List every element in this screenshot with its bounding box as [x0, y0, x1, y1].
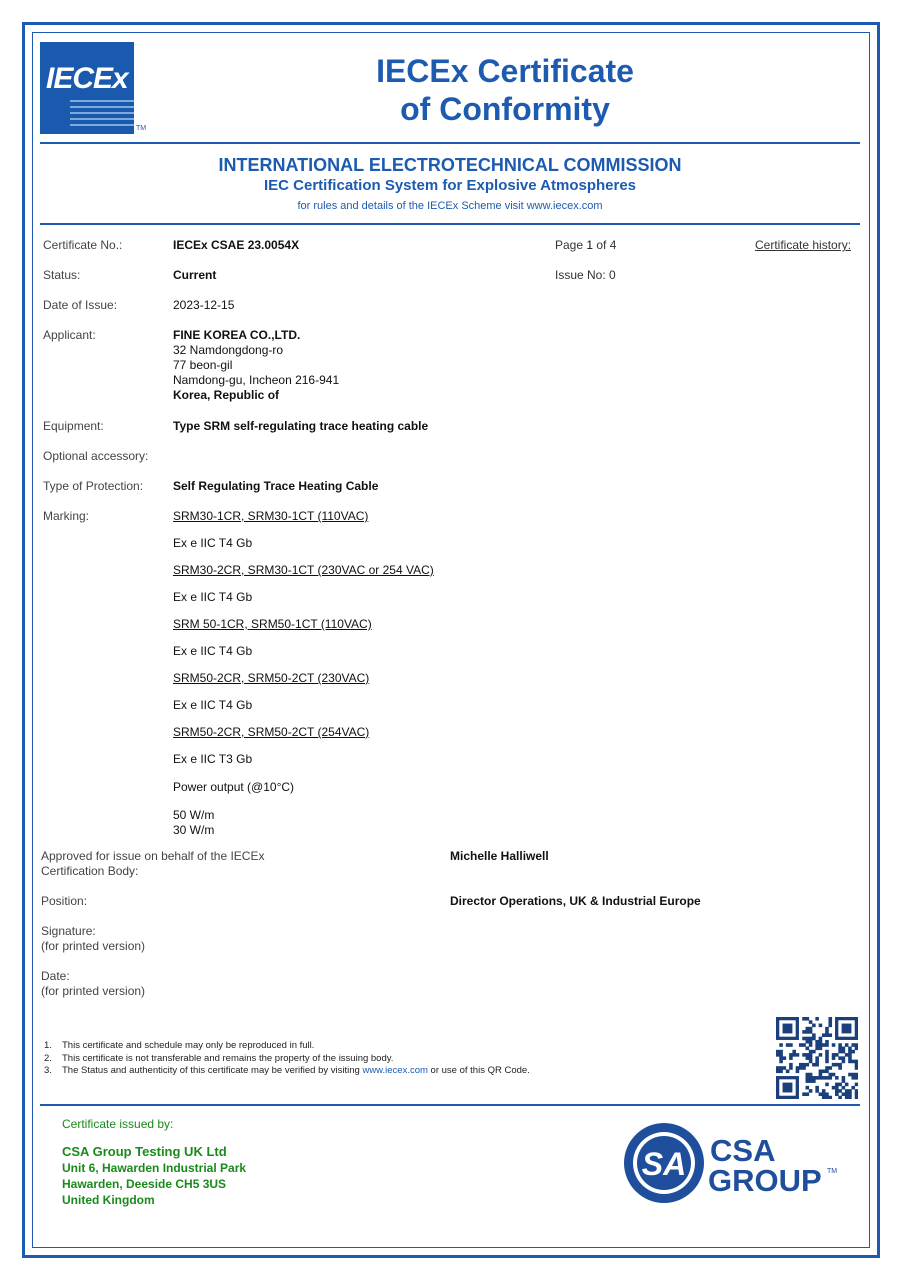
position-label: Position: [41, 894, 88, 908]
applicant-address-line: 77 beon-gil [173, 358, 233, 372]
csa-logo-tm: TM [827, 1168, 838, 1175]
power-output-values: 50 W/m 30 W/m [173, 808, 215, 837]
status-value: Current [173, 268, 217, 282]
status-label: Status: [43, 268, 81, 282]
qr-code-icon[interactable] [776, 1017, 858, 1099]
divider [40, 1104, 860, 1106]
marking-code: Ex e IIC T4 Gb [173, 698, 253, 712]
iecex-verify-link[interactable]: www.iecex.com [362, 1065, 428, 1076]
optional-accessory-label: Optional accessory: [43, 449, 149, 463]
date-of-issue: 2023-12-15 [173, 298, 235, 312]
csa-logo-line1: CSA [710, 1133, 776, 1168]
approver-name: Michelle Halliwell [450, 849, 549, 863]
organisation-name: INTERNATIONAL ELECTROTECHNICAL COMMISSION [218, 155, 682, 175]
applicant-address-line: Namdong-gu, Incheon 216-941 [173, 373, 340, 387]
note-item: 1. This certificate and schedule may only be reproduced in full. [44, 1040, 315, 1051]
iecex-website-link[interactable]: www.iecex.com [526, 200, 603, 212]
issuer-name: CSA Group Testing UK Ltd [62, 1144, 227, 1159]
csa-mark-text: SA [641, 1146, 687, 1182]
date-of-issue-label: Date of Issue: [43, 298, 118, 312]
marking-code: Ex e IIC T3 Gb [173, 752, 253, 766]
divider [40, 142, 860, 144]
marking-code: Ex e IIC T4 Gb [173, 644, 253, 658]
signature-label: Signature: (for printed version) [41, 924, 146, 953]
note-item: 2. This certificate is not transferable and remains the property of the issuing body. [44, 1052, 394, 1064]
certificate-notes [44, 1040, 530, 1078]
date-label: Date: (for printed version) [41, 969, 146, 998]
marking-model: SRM50-2CR, SRM50-2CT (254VAC) [173, 725, 370, 739]
type-of-protection-value: Self Regulating Trace Heating Cable [173, 479, 379, 493]
issuer-address-line: Hawarden, Deeside CH5 3US [62, 1177, 227, 1191]
iecex-logo [40, 42, 134, 134]
approved-label: Approved for issue on behalf of the IECEx Certification Body: [41, 849, 265, 878]
page-indicator: Page 1 of 4 [555, 238, 617, 252]
applicant-block [173, 328, 339, 403]
issuer-country: United Kingdom [62, 1193, 155, 1207]
organisation-rules: for rules and details of the IECEx Scheme visit www.iecex.com [297, 200, 603, 212]
applicant-country: Korea, Republic of [173, 388, 280, 402]
note-item: 3. The Status and authenticity of this certificate may be verified by visiting www.iecex.com or use of this QR Code. [44, 1065, 530, 1076]
marking-code: Ex e IIC T4 Gb [173, 536, 253, 550]
issuer-address-line: Unit 6, Hawarden Industrial Park [62, 1161, 247, 1175]
certificate-number-label: Certificate No.: [43, 238, 123, 252]
applicant-address-line: 32 Namdongdong-ro [173, 343, 284, 357]
issue-number: Issue No: 0 [555, 268, 616, 282]
divider [40, 223, 860, 225]
csa-logo-line2: GROUP [708, 1163, 822, 1198]
marking-model: SRM50-2CR, SRM50-2CT (230VAC) [173, 671, 370, 685]
applicant-label: Applicant: [43, 328, 96, 342]
marking-model: SRM30-2CR, SRM30-1CT (230VAC or 254 VAC) [173, 563, 434, 577]
type-of-protection-label: Type of Protection: [43, 479, 144, 493]
issuer-block [62, 1144, 246, 1208]
issued-by-label: Certificate issued by: [62, 1117, 174, 1131]
iecex-logo-tm: TM [136, 125, 147, 132]
equipment-value: Type SRM self-regulating trace heating cable [173, 419, 429, 433]
marking-label: Marking: [43, 509, 90, 523]
page-title: IECEx Certificate of Conformity [376, 53, 634, 127]
iecex-logo-text: IECEx [46, 62, 128, 95]
marking-model: SRM30-1CR, SRM30-1CT (110VAC) [173, 509, 369, 523]
power-output-label: Power output (@10°C) [173, 780, 295, 794]
marking-model: SRM 50-1CR, SRM50-1CT (110VAC) [173, 617, 372, 631]
csa-group-logo [620, 1115, 840, 1211]
equipment-label: Equipment: [43, 419, 104, 433]
certificate-number: IECEx CSAE 23.0054X [173, 238, 300, 252]
position-value: Director Operations, UK & Industrial Europe [450, 894, 701, 908]
certificate-history-link[interactable]: Certificate history: [755, 238, 852, 252]
marking-code: Ex e IIC T4 Gb [173, 590, 253, 604]
applicant-name: FINE KOREA CO.,LTD. [173, 328, 301, 342]
organisation-system: IEC Certification System for Explosive Atmospheres [263, 177, 637, 194]
